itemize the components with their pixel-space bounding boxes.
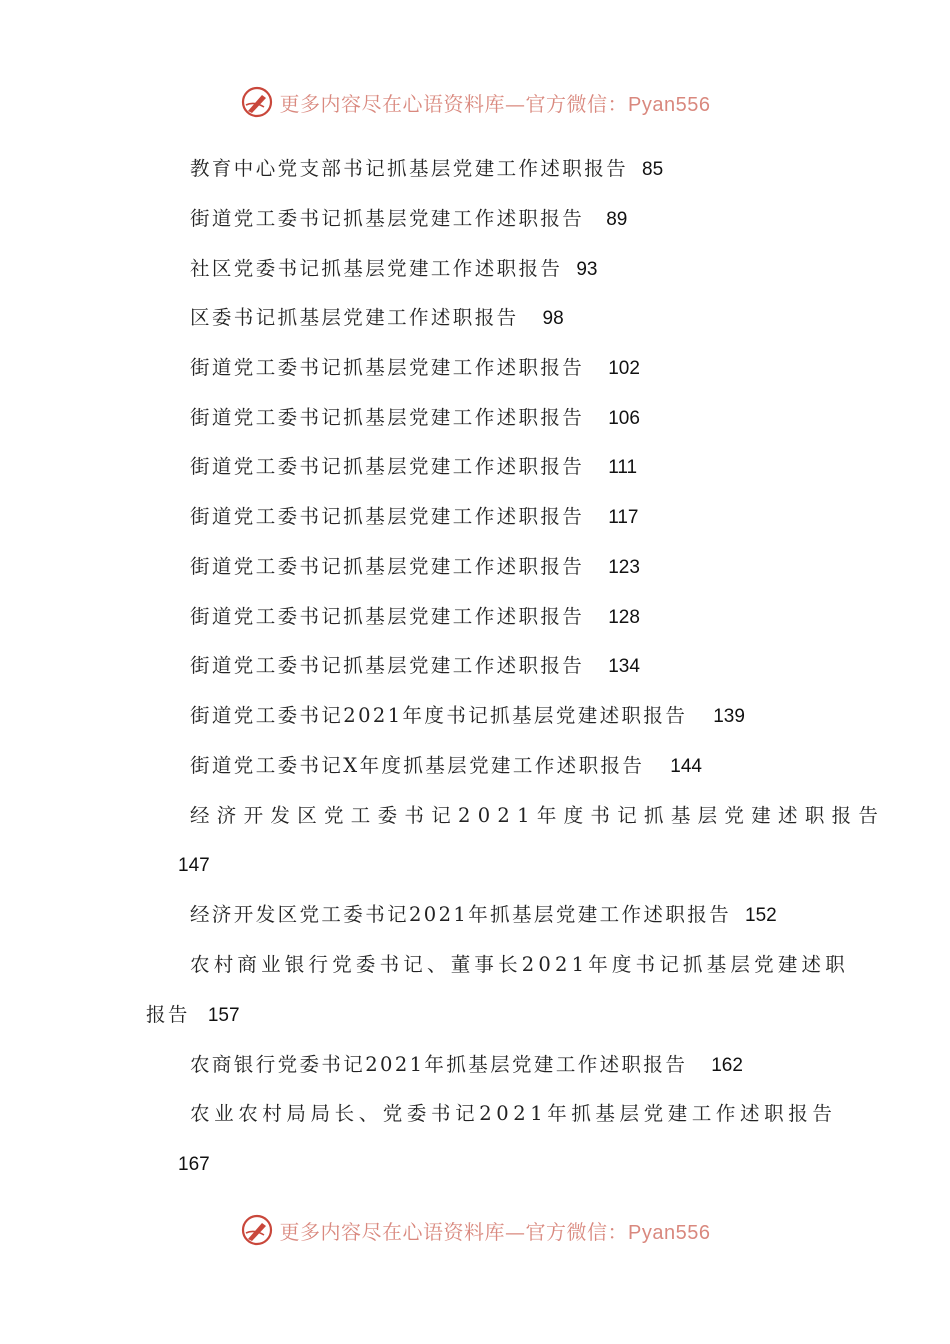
- toc-entry[interactable]: [190, 398, 640, 438]
- toc-entry-continuation: [178, 1144, 210, 1184]
- entry-page: 157: [207, 1005, 240, 1026]
- toc-entry[interactable]: [190, 646, 640, 686]
- entry-page: 93: [576, 259, 598, 280]
- toc-entry[interactable]: [190, 945, 849, 985]
- entry-title: 经济开发区党工委书记2021年度书记抓基层党建述职报告: [190, 804, 886, 827]
- toc-entry-continuation: [146, 995, 240, 1035]
- entry-page: 98: [542, 308, 564, 329]
- entry-page: 106: [608, 408, 640, 429]
- entry-title: 街道党工委书记抓基层党建工作述职报告: [190, 356, 585, 379]
- header-banner: [0, 82, 950, 122]
- toc-entry[interactable]: [190, 348, 640, 388]
- entry-title: 街道党工委书记2021年度书记抓基层党建述职报告: [190, 704, 688, 727]
- entry-title: 农村商业银行党委书记、董事长2021年度书记抓基层党建述职: [190, 953, 849, 976]
- entry-page: 147: [178, 855, 210, 876]
- entry-page: 89: [606, 209, 628, 230]
- entry-title: 街道党工委书记抓基层党建工作述职报告: [190, 455, 585, 478]
- entry-page: 134: [608, 656, 640, 677]
- entry-page: 85: [642, 159, 664, 180]
- entry-title: 街道党工委书记抓基层党建工作述职报告: [190, 555, 585, 578]
- entry-page: 123: [608, 557, 640, 578]
- pen-logo-icon: [240, 1213, 274, 1247]
- toc-entry[interactable]: [190, 497, 639, 537]
- toc-entry[interactable]: [190, 547, 640, 587]
- toc-entry[interactable]: [190, 796, 885, 836]
- entry-title: 街道党工委书记抓基层党建工作述职报告: [190, 505, 585, 528]
- entry-title: 街道党工委书记抓基层党建工作述职报告: [190, 605, 585, 628]
- toc-entry[interactable]: [190, 447, 637, 487]
- toc-entry[interactable]: [190, 199, 627, 239]
- entry-title: 教育中心党支部书记抓基层党建工作述职报告: [190, 157, 629, 180]
- entry-title: 区委书记抓基层党建工作述职报告: [190, 306, 519, 329]
- entry-page: 162: [711, 1055, 743, 1076]
- entry-title: 社区党委书记抓基层党建工作述职报告: [190, 257, 563, 280]
- entry-page: 117: [608, 507, 639, 528]
- toc-entry-continuation: [178, 845, 210, 885]
- entry-title: 农业农村局局长、党委书记2021年抓基层党建工作述职报告: [190, 1102, 837, 1125]
- entry-title: 街道党工委书记抓基层党建工作述职报告: [190, 207, 585, 230]
- entry-title: 街道党工委书记抓基层党建工作述职报告: [190, 406, 585, 429]
- toc-entry[interactable]: [190, 696, 745, 736]
- banner-text: 更多内容尽在心语资料库—官方微信：Pyan556: [279, 91, 711, 116]
- toc-entry[interactable]: [190, 1094, 836, 1134]
- footer-banner: [0, 1210, 950, 1250]
- toc-entry[interactable]: [190, 149, 663, 189]
- toc-entry[interactable]: [190, 597, 640, 637]
- toc-entry[interactable]: [190, 746, 702, 786]
- entry-title: 街道党工委书记X年度抓基层党建工作述职报告: [190, 754, 645, 777]
- entry-page: 111: [608, 457, 638, 478]
- entry-page: 152: [745, 905, 777, 926]
- entry-title: 街道党工委书记抓基层党建工作述职报告: [190, 654, 585, 677]
- toc-entry[interactable]: [190, 249, 597, 289]
- toc-entry[interactable]: [190, 1045, 743, 1085]
- entry-page: 139: [713, 706, 745, 727]
- entry-title-continued: 报告: [146, 1003, 190, 1026]
- entry-page: 102: [608, 358, 640, 379]
- toc-entry[interactable]: [190, 298, 564, 338]
- entry-page: 128: [608, 607, 640, 628]
- entry-page: 144: [670, 756, 702, 777]
- pen-logo-icon: [240, 85, 274, 119]
- entry-page: 167: [178, 1154, 210, 1175]
- entry-title: 农商银行党委书记2021年抓基层党建工作述职报告: [190, 1053, 688, 1076]
- banner-text: 更多内容尽在心语资料库—官方微信：Pyan556: [279, 1219, 711, 1244]
- entry-title: 经济开发区党工委书记2021年抓基层党建工作述职报告: [190, 903, 732, 926]
- toc-entry[interactable]: [190, 895, 777, 935]
